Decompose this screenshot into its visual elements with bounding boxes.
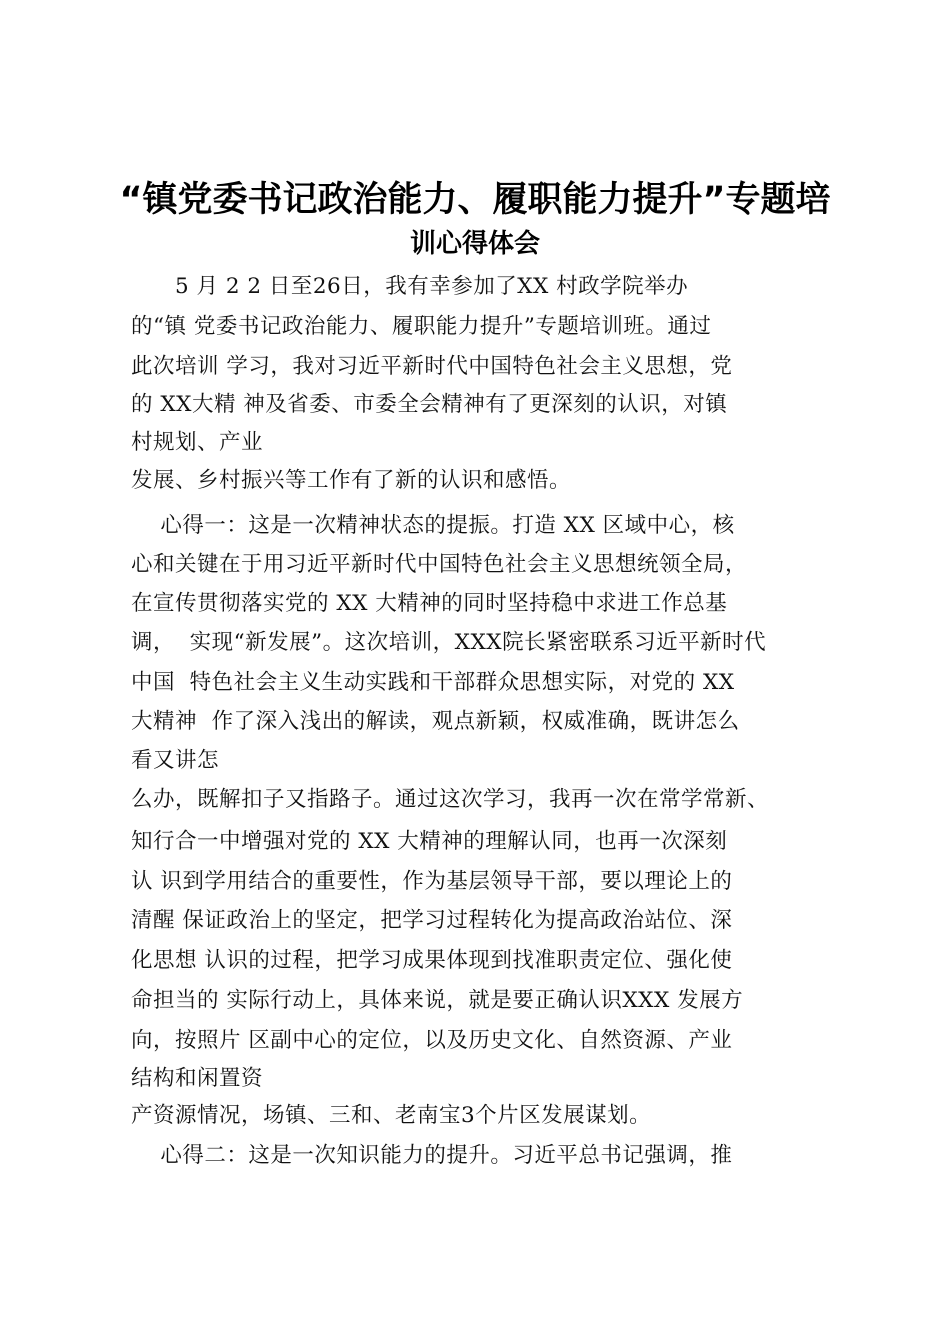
paragraph-2-line-11: 清醒 保证政治上的坚定，把学习过程转化为提高政治站位、深 (131, 908, 733, 933)
document-title-continued: 训心得体会 (409, 229, 540, 259)
paragraph-2-line-14: 向，按照片 区副中心的定位，以及历史文化、自然资源、产业 (131, 1028, 733, 1053)
paragraph-2-line-9: 知行合一中增强对党的 XX 大精神的理解认同，也再一次深刻 (131, 829, 728, 854)
paragraph-2-line-3: 在宣传贯彻落实党的 XX 大精神的同时坚持稳中求进工作总基 (131, 591, 728, 616)
paragraph-2-line-6: 大精神 作了深入浅出的解读，观点新颖，权威准确，既讲怎么 (131, 709, 740, 734)
paragraph-1-line-2: 的“镇 党委书记政治能力、履职能力提升”专题培训班。通过 (131, 314, 712, 339)
document-title: “镇党委书记政治能力、履职能力提升”专题培 (119, 180, 831, 220)
paragraph-3-line-1: 心得二：这是一次知识能力的提升。习近平总书记强调，推 (131, 1143, 733, 1168)
paragraph-1-line-6: 发展、乡村振兴等工作有了新的认识和感悟。 (131, 468, 572, 493)
paragraph-2-line-8: 么办，既解扣子又指路子。通过这次学习，我再一次在常学常新、 (131, 787, 770, 812)
paragraph-2-line-16: 产资源情况，场镇、三和、老南宝3个片区发展谋划。 (131, 1103, 652, 1128)
paragraph-2-line-13: 命担当的 实际行动上，具体来说，就是要正确认识XXX 发展方 (131, 988, 744, 1013)
paragraph-1-line-5: 村规划、产业 (131, 430, 264, 455)
paragraph-2-line-2: 心和关键在于用习近平新时代中国特色社会主义思想统领全局， (131, 552, 748, 577)
paragraph-2-line-4: 调， 实现“新发展”。这次培训，XXX院长紧密联系习近平新时代 (131, 630, 767, 655)
paragraph-2-line-7: 看又讲怎 (131, 748, 220, 773)
paragraph-1-line-3: 此次培训 学习，我对习近平新时代中国特色社会主义思想，党 (131, 354, 733, 379)
paragraph-2-line-5: 中国 特色社会主义生动实践和干部群众思想实际，对党的 XX (131, 670, 735, 695)
paragraph-2-line-12: 化思想 认识的过程，把学习成果体现到找准职责定位、强化使 (131, 948, 733, 973)
paragraph-1-line-4: 的 XX大精 神及省委、市委全会精神有了更深刻的认识，对镇 (131, 392, 728, 417)
paragraph-2-line-10: 认 识到学用结合的重要性，作为基层领导干部，要以理论上的 (131, 869, 733, 894)
paragraph-1-line-1: 5 月 2 2 日至26日，我有幸参加了XX 村政学院举办 (131, 274, 689, 299)
paragraph-2-line-1: 心得一：这是一次精神状态的提振。打造 XX 区域中心，核 (131, 513, 735, 538)
paragraph-2-line-15: 结构和闲置资 (131, 1066, 264, 1091)
